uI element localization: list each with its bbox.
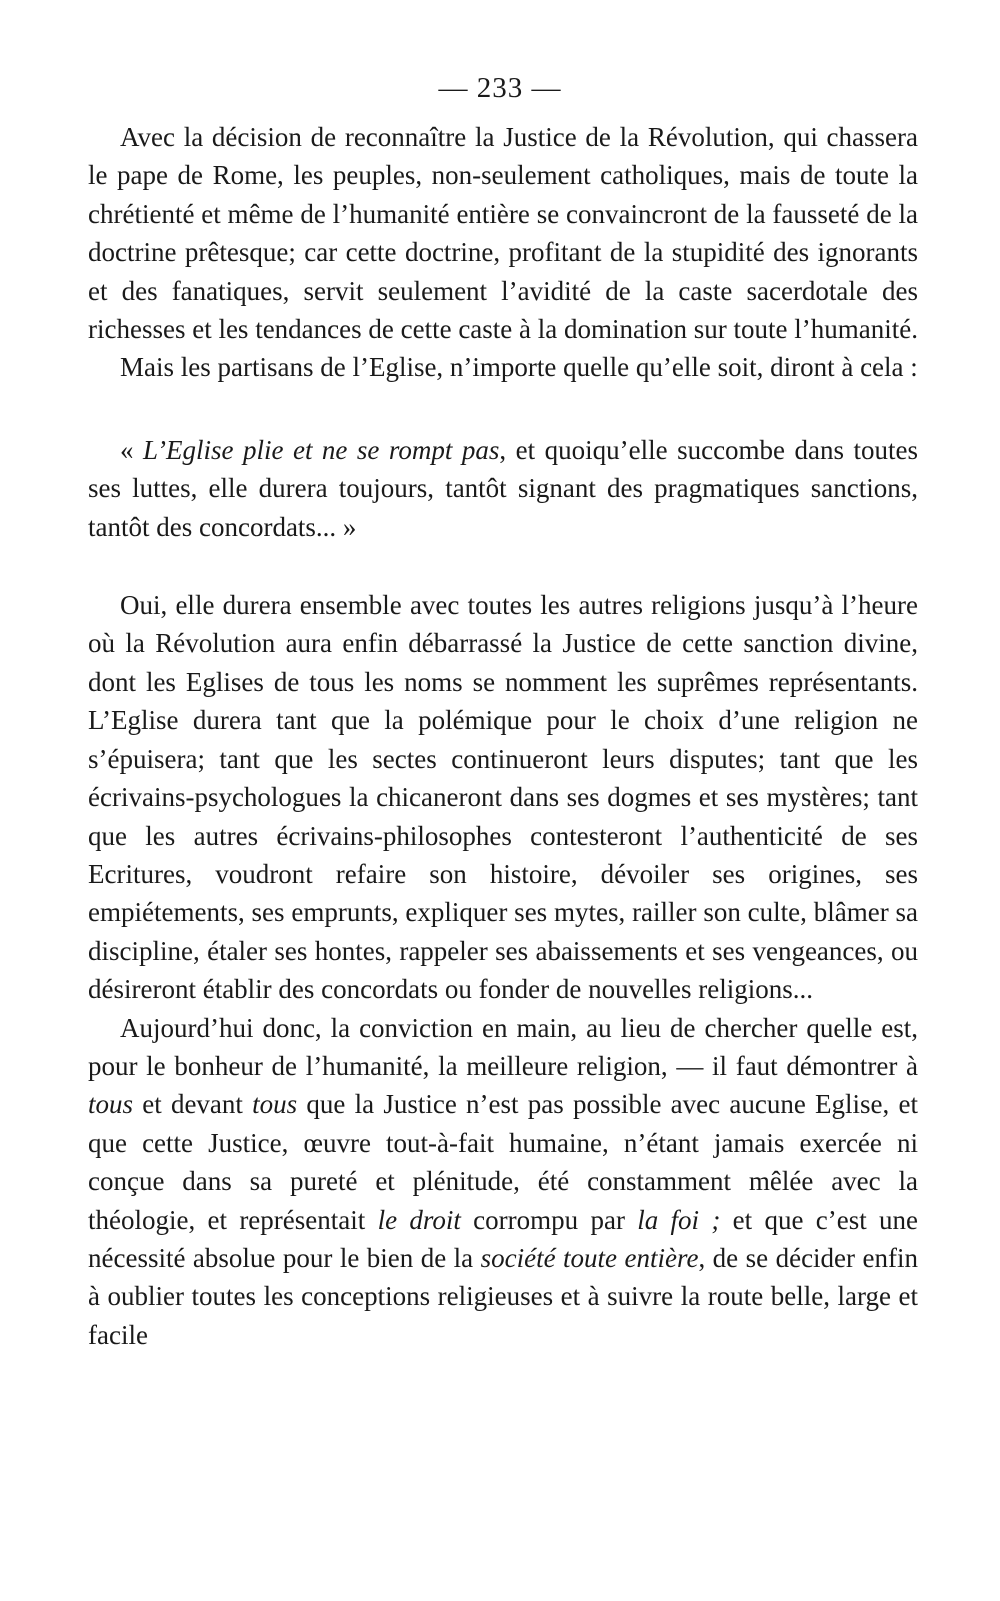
paragraph-4	[88, 586, 918, 1008]
text-segment: que la Justice n’est pas possible avec aucune Eglise, et que cette Justice, œuvre tout-à-fait humaine, n’étant jamais exercée ni conçue dans sa pureté et plénitude, été constamment mêlée avec la théologie, et représentait	[88, 1089, 918, 1235]
page-number-header: — 233 —	[438, 72, 562, 104]
italic-segment: la foi ;	[637, 1204, 721, 1235]
text-segment: Oui, elle durera ensemble avec toutes les autres religions jusqu’à l’heure où la Révolution aura enfin débarrassé la Justice de cette sanction divine, dont les Eglises de tous les noms se nomment les suprêmes représentants. L’Eglise durera tant que la polémique pour le choix d’une religion ne s’épuisera; tant que les sectes continueront leurs disputes; tant que les écrivains-psychologues la chicaneront dans ses dogmes et ses mystères; tant que les autres écrivains-philosophes contesteront l’authenticité de ses Ecritures, voudront refaire son histoire, dévoiler ses origines, ses empiétements, ses emprunts, expliquer ses mytes, railler son culte, blâmer sa discipline, étaler ses hontes, rappeler ses abaissements et ses vengeances, ou désireront établir des concordats ou fonder de nouvelles religions...	[88, 590, 918, 1005]
text-segment: Avec la décision de reconnaître la Justice de la Révolution, qui chassera le pape de Rome, les peuples, non-seulement catholiques, mais de toute la chrétienté et même de l’humanité entière se convaincront de la fausseté de la doctrine prêtesque; car cette doctrine, profitant de la stupidité des ignorants et des fanatiques, servit seulement l’avidité de la caste sacerdotale des richesses et les tendances de cette caste à la domination sur toute l’humanité.	[88, 122, 918, 345]
text-segment: , et quoiqu’elle succombe dans toutes ses luttes, elle durera toujours, tantôt signant des pragmatiques sanctions, tantôt des concordats... »	[88, 434, 919, 542]
text-segment: corrompu par	[460, 1204, 638, 1235]
italic-segment: tous	[88, 1089, 134, 1120]
text-segment: Mais les partisans de l’Eglise, n’importe quelle qu’elle soit, diront à cela :	[120, 352, 918, 383]
paragraph-5	[88, 1009, 918, 1355]
text-segment: Aujourd’hui donc, la conviction en main, au lieu de chercher quelle est, pour le bonheur de l’humanité, la meilleure religion, — il faut démontrer à	[88, 1012, 918, 1081]
text-segment: et devant	[133, 1089, 253, 1120]
text-segment: et que c’est une nécessité absolue pour le bien de la	[88, 1204, 919, 1273]
italic-segment: société toute entière	[480, 1242, 699, 1273]
paragraph-1	[88, 118, 918, 348]
page-body	[88, 118, 918, 1354]
text-segment: , de se décider enfin à oublier toutes les conceptions religieuses et à suivre la route belle, large et facile	[88, 1242, 918, 1350]
italic-segment: le droit	[377, 1204, 461, 1235]
text-segment: «	[120, 434, 143, 465]
italic-segment: tous	[252, 1089, 298, 1120]
italic-segment: L’Eglise plie et ne se rompt pas	[143, 434, 500, 465]
paragraph-2	[88, 348, 918, 386]
quotation-paragraph	[88, 431, 918, 546]
